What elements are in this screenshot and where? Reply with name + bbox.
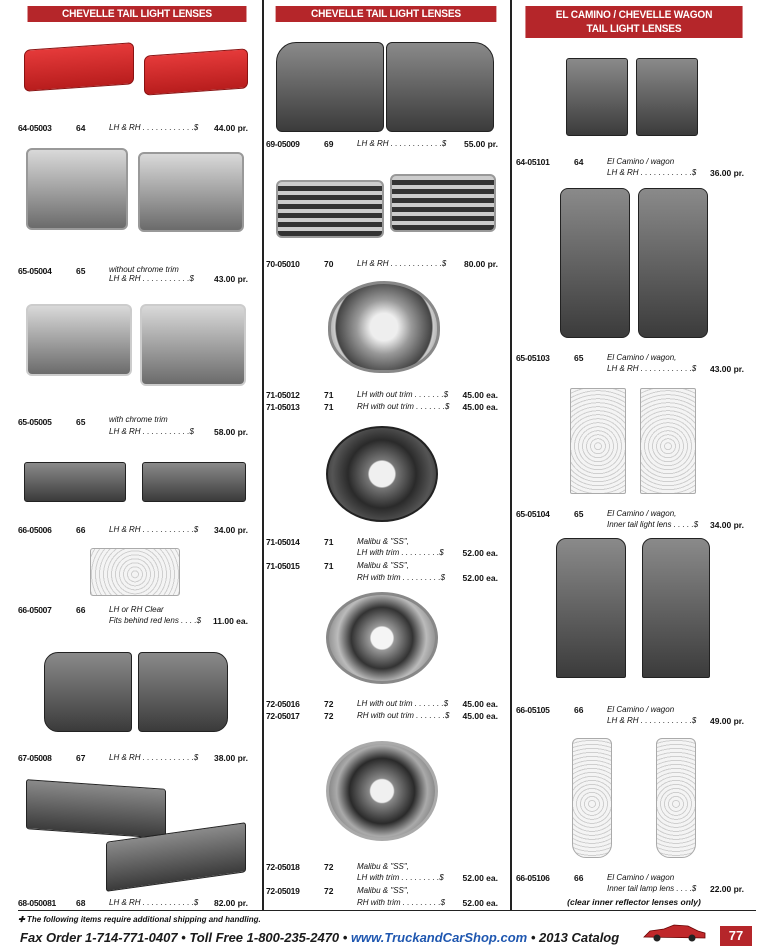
description: without chrome trim (109, 265, 179, 274)
lens-image (142, 462, 246, 502)
product-item (18, 642, 256, 767)
description: LH & RH . . . . . . . . . . . .$ (607, 716, 697, 725)
lens-image (138, 652, 228, 732)
description: LH & RH . . . . . . . . . . . .$ (109, 753, 199, 762)
description: LH with out trim . . . . . . .$ (357, 699, 449, 708)
price: 55.00 pr. (463, 139, 498, 149)
lens-image (566, 58, 628, 136)
part-number: 69-05009 (266, 139, 300, 149)
description: LH & RH . . . . . . . . . . . .$ (109, 525, 199, 534)
description: LH & RH . . . . . . . . . . . .$ (109, 898, 199, 907)
price: 80.00 pr. (463, 259, 498, 269)
year: 70 (324, 259, 334, 269)
lens-image (638, 188, 708, 338)
description: Inner tail light lens . . . . .$ (607, 520, 699, 529)
product-item (18, 450, 256, 540)
product-item (266, 281, 506, 421)
year: 71 (324, 390, 334, 400)
lens-image (326, 741, 438, 841)
column-divider (262, 0, 264, 910)
description: Malibu & "SS", (357, 862, 409, 871)
year: 72 (324, 699, 334, 709)
price: 52.00 ea. (462, 898, 498, 908)
toll-free-number: Toll Free 1-800-235-2470 (189, 930, 340, 945)
lens-image (386, 42, 494, 132)
description: LH or RH Clear (109, 605, 164, 614)
price: 22.00 pr. (709, 884, 744, 894)
part-number: 66-05105 (516, 705, 550, 715)
description: El Camino / wagon (607, 157, 675, 166)
product-item (266, 28, 506, 158)
description: LH & RH . . . . . . . . . . . .$ (357, 259, 447, 268)
lens-image (24, 42, 134, 92)
price: 11.00 ea. (213, 616, 248, 626)
description: Malibu & "SS", (357, 886, 409, 895)
part-number: 71-05013 (266, 402, 300, 412)
lens-image (26, 779, 166, 839)
year: 71 (324, 402, 334, 412)
description: RH with trim . . . . . . . . .$ (357, 898, 446, 907)
fax-number: Fax Order 1-714-771-0407 (20, 930, 178, 945)
description: El Camino / wagon (607, 705, 675, 714)
description: LH & RH . . . . . . . . . . . .$ (357, 139, 447, 148)
price: 52.00 ea. (462, 548, 498, 558)
footer-rule (18, 910, 756, 911)
product-item (516, 536, 752, 726)
description: LH & RH . . . . . . . . . . . .$ (607, 364, 697, 373)
product-item (18, 142, 256, 282)
description: LH with trim . . . . . . . . .$ (357, 548, 444, 557)
description: Fits behind red lens . . . .$ (109, 616, 202, 625)
year: 64 (574, 157, 584, 167)
part-number: 64-05101 (516, 157, 550, 167)
price: 45.00 ea. (462, 390, 498, 400)
year: 65 (574, 353, 584, 363)
lens-image (326, 426, 438, 522)
year: 66 (574, 873, 584, 883)
product-item (266, 166, 506, 276)
lens-image (276, 42, 384, 132)
part-number: 66-05106 (516, 873, 550, 883)
description: RH with out trim . . . . . . .$ (357, 711, 450, 720)
lens-image (326, 592, 438, 684)
description: Inner tail lamp lens . . . .$ (607, 884, 697, 893)
product-item (266, 588, 506, 728)
part-number: 70-05010 (266, 259, 300, 269)
lens-image (328, 281, 440, 373)
price: 43.00 pr. (709, 364, 744, 374)
year: 66 (574, 705, 584, 715)
lens-image (44, 652, 132, 732)
column-elcamino-wagon (516, 6, 752, 910)
price: 36.00 pr. (709, 168, 744, 178)
year: 65 (574, 509, 584, 519)
website-link[interactable]: www.TruckandCarShop.com (350, 930, 528, 945)
year: 69 (324, 139, 334, 149)
part-number: 72-05019 (266, 886, 300, 896)
column-chevelle-1 (18, 6, 256, 910)
page-number: 77 (720, 926, 752, 946)
lens-image (26, 148, 128, 230)
price: 38.00 pr. (213, 753, 248, 763)
lens-image (572, 738, 612, 858)
part-number: 68-050081 (18, 898, 56, 908)
price: 49.00 pr. (709, 716, 744, 726)
part-number: 71-05012 (266, 390, 300, 400)
price: 44.00 pr. (213, 123, 248, 133)
part-number: 65-05004 (18, 266, 52, 276)
description: El Camino / wagon, (607, 353, 677, 362)
lens-image (556, 538, 626, 678)
column-header: CHEVELLE TAIL LIGHT LENSES (28, 6, 247, 22)
part-number: 64-05003 (18, 123, 52, 133)
year: 65 (76, 417, 86, 427)
description: LH with trim . . . . . . . . .$ (357, 873, 444, 882)
product-item (18, 28, 256, 138)
lens-image (90, 548, 180, 596)
product-item (18, 546, 256, 641)
part-number: 65-05005 (18, 417, 52, 427)
product-item (516, 732, 752, 916)
description: with chrome trim (109, 415, 168, 424)
part-number: 71-05014 (266, 537, 300, 547)
product-item (516, 384, 752, 534)
part-number: 65-05103 (516, 353, 550, 363)
part-number: 65-05104 (516, 509, 550, 519)
footer-contact (20, 930, 619, 945)
price: 52.00 ea. (462, 573, 498, 583)
part-number: 72-05017 (266, 711, 300, 721)
column-header: CHEVELLE TAIL LIGHT LENSES (276, 6, 497, 22)
lens-image (560, 188, 630, 338)
footnote: (clear inner reflector lenses only) (567, 897, 701, 907)
lens-image (26, 304, 132, 376)
part-number: 71-05015 (266, 561, 300, 571)
part-number: 72-05016 (266, 699, 300, 709)
price: 58.00 pr. (213, 427, 248, 437)
column-header (525, 6, 742, 38)
year: 71 (324, 537, 334, 547)
year: 65 (76, 266, 86, 276)
price: 45.00 ea. (462, 699, 498, 709)
price: 45.00 ea. (462, 711, 498, 721)
price: 52.00 ea. (462, 873, 498, 883)
year: 66 (76, 525, 86, 535)
lens-image (140, 304, 246, 386)
lens-image (656, 738, 696, 858)
year: 72 (324, 711, 334, 721)
part-number: 66-05006 (18, 525, 52, 535)
lens-image (276, 180, 384, 238)
column-divider (510, 0, 512, 910)
product-item (266, 426, 506, 591)
description: LH & RH . . . . . . . . . . . .$ (607, 168, 697, 177)
footer-bar (0, 926, 770, 950)
part-number: 67-05008 (18, 753, 52, 763)
year: 66 (76, 605, 86, 615)
product-item (18, 776, 256, 916)
price: 45.00 ea. (462, 402, 498, 412)
year: 64 (76, 123, 86, 133)
description: LH & RH . . . . . . . . . . .$ (109, 427, 194, 436)
lens-image (390, 174, 496, 232)
product-item (516, 184, 752, 374)
lens-image (24, 462, 126, 502)
separator: • (527, 930, 539, 945)
column-header-line: TAIL LIGHT LENSES (586, 23, 682, 35)
price: 34.00 pr. (213, 525, 248, 535)
year: 72 (324, 886, 334, 896)
lens-image (144, 48, 248, 95)
product-item (516, 46, 752, 181)
column-chevelle-2 (266, 6, 506, 910)
catalog-year: 2013 Catalog (538, 930, 620, 945)
year: 68 (76, 898, 86, 908)
car-logo-icon (640, 922, 708, 944)
year: 71 (324, 561, 334, 571)
lens-image (138, 152, 244, 232)
description: LH & RH . . . . . . . . . . .$ (109, 274, 194, 283)
description: Malibu & "SS", (357, 561, 409, 570)
separator: • (339, 930, 351, 945)
part-number: 72-05018 (266, 862, 300, 872)
separator: • (177, 930, 190, 945)
shipping-note: ✚ The following items require additional shipping and handling. (18, 915, 261, 924)
lens-image (642, 538, 710, 678)
description: El Camino / wagon (607, 873, 675, 882)
price: 34.00 pr. (709, 520, 744, 530)
product-item (266, 741, 506, 916)
description: RH with trim . . . . . . . . .$ (357, 573, 446, 582)
year: 67 (76, 753, 86, 763)
description: LH with out trim . . . . . . .$ (357, 390, 449, 399)
column-header-line: EL CAMINO / CHEVELLE WAGON (555, 9, 713, 21)
product-item (18, 296, 256, 436)
description: Malibu & "SS", (357, 537, 409, 546)
price: 82.00 pr. (213, 898, 248, 908)
lens-image (640, 388, 696, 494)
price: 43.00 pr. (213, 274, 248, 284)
lens-image (636, 58, 698, 136)
lens-image (570, 388, 626, 494)
year: 72 (324, 862, 334, 872)
description: RH with out trim . . . . . . .$ (357, 402, 450, 411)
description: LH & RH . . . . . . . . . . . .$ (109, 123, 199, 132)
description: El Camino / wagon, (607, 509, 677, 518)
part-number: 66-05007 (18, 605, 52, 615)
